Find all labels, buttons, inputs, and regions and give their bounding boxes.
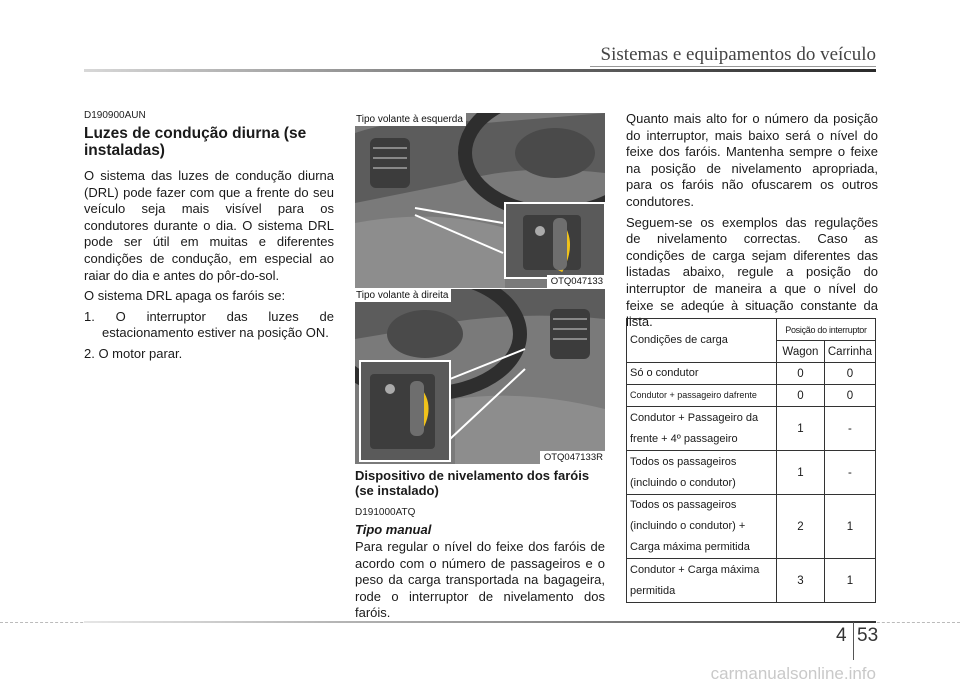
table-cell-carrinha: 1 xyxy=(824,495,875,559)
photo-code: OTQ047133R xyxy=(540,451,605,464)
table-header-wagon: Wagon xyxy=(777,341,825,363)
cell-line: (incluindo o condutor) + xyxy=(630,520,746,532)
header-rule xyxy=(84,69,876,72)
table-header-carrinha: Carrinha xyxy=(824,341,875,363)
cell-line: Condutor + Passageiro da xyxy=(630,411,759,424)
list-item: 1. O interruptor das luzes de estacionamento estiver na posição ON. xyxy=(84,308,334,341)
footer-rule xyxy=(84,621,876,623)
table-row xyxy=(627,495,876,559)
table-cell-carrinha: - xyxy=(824,451,875,495)
table-cell-wagon: 1 xyxy=(777,407,825,451)
page-number-divider xyxy=(853,622,854,660)
table-cell-carrinha: - xyxy=(824,407,875,451)
paragraph: O sistema DRL apaga os faróis se: xyxy=(84,288,286,304)
watermark: carmanualsonline.info xyxy=(710,664,876,683)
photo-label: Tipo volante à esquerda xyxy=(355,113,466,126)
dashboard-illustration xyxy=(355,113,605,288)
column-left xyxy=(84,110,334,367)
table-cell-carrinha: 0 xyxy=(824,363,875,385)
table-cell-wagon: 1 xyxy=(777,451,825,495)
table-row xyxy=(627,451,876,495)
cell-line: Todos os passageiros xyxy=(630,499,737,511)
table-cell-condition: Condutor + passageiro dafrente xyxy=(627,385,777,407)
table-cell-wagon: 3 xyxy=(777,559,825,603)
photo-right-hand-drive xyxy=(355,288,605,464)
dashboard-illustration xyxy=(355,289,605,464)
section-heading: Luzes de condução diurna (se instaladas) xyxy=(84,125,307,159)
paragraph: Para regular o nível do feixe dos faróis de acordo com o número de passageiros e o peso da carga transportada na bagageira, rode o interruptor de nivelamento dos faróis. xyxy=(355,539,605,621)
load-conditions-table xyxy=(626,318,876,603)
page-number: 53 xyxy=(857,625,879,646)
table-cell-carrinha: 0 xyxy=(824,385,875,407)
table-header-position: Posição do interruptor xyxy=(777,319,876,341)
column-right xyxy=(626,111,878,335)
table-cell-condition: Só o condutor xyxy=(627,363,777,385)
paragraph: Seguem-se os exemplos das regulações de nivelamento correctas. Caso as condições de carga sejam diferentes das listadas abaixo, regule a posição do interruptor de maneira a que o nível do feixe se adeqúe à situação constante da lista. xyxy=(626,214,878,330)
table-cell-condition xyxy=(627,451,777,495)
column-middle-text xyxy=(355,468,605,626)
chapter-number: 4 xyxy=(836,625,847,646)
table-cell-wagon: 0 xyxy=(777,385,825,407)
cell-line: permitida xyxy=(630,584,676,597)
photo-label: Tipo volante à direita xyxy=(355,289,451,302)
cell-line: Carga máxima permitida xyxy=(630,541,750,553)
table-cell-wagon: 2 xyxy=(777,495,825,559)
table-cell-carrinha: 1 xyxy=(824,559,875,603)
section-code: D190900AUN xyxy=(84,110,146,121)
table-cell-condition xyxy=(627,559,777,603)
table-cell-condition xyxy=(627,407,777,451)
section-code: D191000ATQ xyxy=(355,507,416,518)
table-cell-wagon: 0 xyxy=(777,363,825,385)
paragraph: O sistema das luzes de condução diurna (DRL) pode fazer com que a frente do seu veículo seja mais visível para os condutores durante o dia. O sistema DRL pode ser útil em muitas e diferentes condições de condução, em especial ao raiar do dia e antes do pôr-do-sol. xyxy=(84,168,334,283)
table-row xyxy=(627,363,876,385)
table-row xyxy=(627,385,876,407)
photo-code: OTQ047133 xyxy=(547,275,605,288)
cell-line: Todos os passageiros xyxy=(630,455,737,468)
table-row xyxy=(627,407,876,451)
running-header-title: Sistemas e equipamentos do veículo xyxy=(600,44,876,65)
list-item: 2. O motor parar. xyxy=(84,345,183,361)
cell-line: Condutor + Carga máxima xyxy=(630,563,760,576)
table-row xyxy=(627,559,876,603)
photo-left-hand-drive xyxy=(355,113,605,288)
table-cell-condition xyxy=(627,495,777,559)
section-heading: Dispositivo de nivelamento dos faróis (se instalado) xyxy=(355,468,590,498)
cell-line: (incluindo o condutor) xyxy=(630,476,736,489)
paragraph: Quanto mais alto for o número da posição do interruptor, mais baixo será o nível do feixe dos faróis. Mantenha sempre o feixe na posição de nivelamento apropriada, para os faróis não ofuscarem os outros condutores. xyxy=(626,111,878,209)
cell-line: frente + 4º passageiro xyxy=(630,432,738,445)
table-header-condition: Condições de carga xyxy=(627,319,777,363)
header-rule-thin xyxy=(590,66,876,67)
sub-heading: Tipo manual xyxy=(355,522,432,537)
